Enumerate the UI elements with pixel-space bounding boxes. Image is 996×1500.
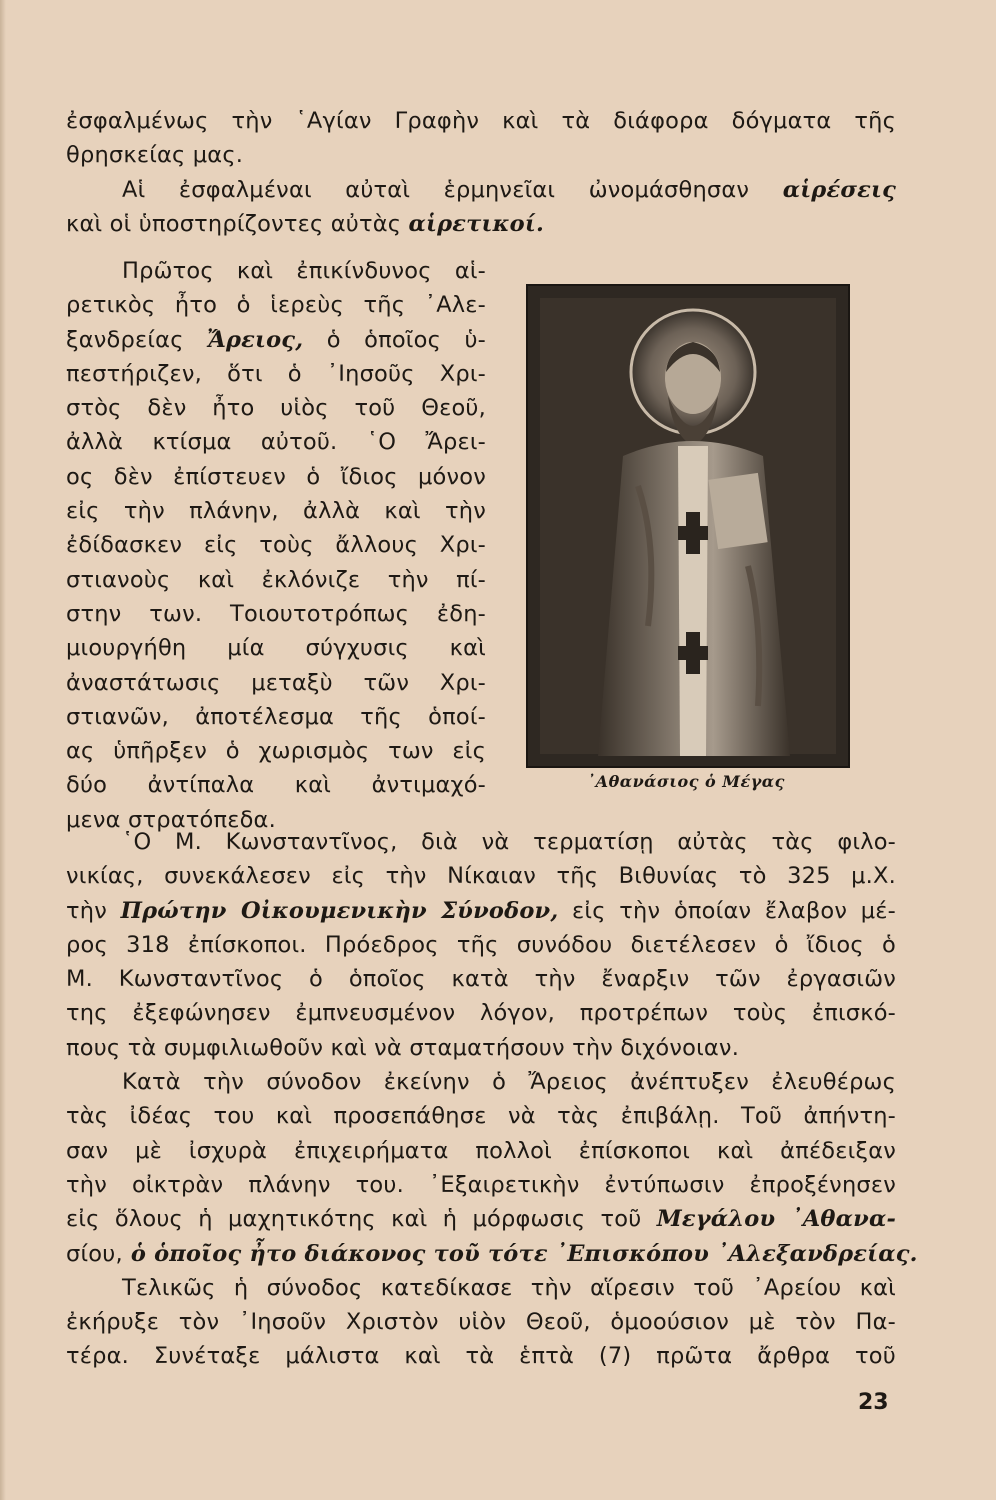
text-line (66, 859, 896, 893)
emphasized-term: Μεγάλου ᾿Αθανα- (656, 1206, 896, 1233)
text-line (66, 1202, 896, 1236)
text-span: της ἐξεφώνησεν ἐμπνευσμένον λόγον, προτρέπων τοὺς ἐπισκό- (66, 1000, 896, 1027)
text-span: στιανοὺς καὶ ἐκλόνιζε τὴν πί- (66, 566, 486, 593)
text-line (66, 288, 486, 322)
text-line (66, 631, 486, 665)
emphasized-term: ὁ ὁποῖος ἦτο διάκονος τοῦ τότε ᾿Επισκόπου ᾿Αλεξανδρείας. (122, 1240, 918, 1267)
icon-image-athanasius (526, 284, 850, 768)
text-line (66, 207, 896, 241)
emphasized-term: Πρώτην Οἰκουμενικὴν Σύνοδον, (120, 897, 559, 924)
text-line (66, 1134, 896, 1168)
text-line (66, 357, 486, 391)
text-line (66, 928, 896, 962)
text-line (66, 391, 486, 425)
text-line (66, 700, 486, 734)
text-span: στιανῶν, ἀποτέλεσμα τῆς ὁποί- (66, 703, 486, 730)
text-span: καὶ οἱ ὑποστηρίζοντες αὐτὰς (66, 210, 409, 237)
text-span: μενα στρατόπεδα. (66, 806, 276, 833)
term-airetikoi: αἱρετικοί. (408, 210, 544, 237)
text-span: Τελικῶς ἡ σύνοδος κατεδίκασε τὴν αἵρεσιν τοῦ ᾿Αρείου καὶ (122, 1274, 896, 1301)
text-span: εἰς τὴν πλάνην, ἀλλὰ καὶ τὴν (66, 498, 486, 525)
emphasized-term: Ἄρειος, (207, 326, 304, 353)
text-span: πεστήριζεν, ὅτι ὁ ᾿Ιησοῦς Χρι- (66, 360, 486, 387)
text-line (66, 597, 486, 631)
text-line (66, 1339, 896, 1373)
text-span: ὁ ὁποῖος ὑ- (303, 326, 486, 353)
text-line (66, 563, 486, 597)
text-span: ἐκήρυξε τὸν ᾿Ιησοῦν Χριστὸν υἱὸν Θεοῦ, ὁμοούσιον μὲ τὸν Πα- (66, 1309, 896, 1336)
page-edge (0, 0, 6, 1500)
text-line (66, 323, 486, 357)
text-span: ρος 318 ἐπίσκοποι. Πρόεδρος τῆς συνόδου διετέλεσεν ὁ ἴδιος ὁ (66, 931, 896, 958)
text-line (66, 768, 486, 802)
text-line (66, 666, 486, 700)
text-span: σίου, (66, 1240, 123, 1267)
text-span: Κατὰ τὴν σύνοδον ἐκείνην ὁ Ἄρειος ἀνέπτυξεν ἐλευθέρως (122, 1069, 896, 1096)
text-span: εἰς ὅλους ἡ μαχητικότης καὶ ἡ μόρφωσις τοῦ (66, 1206, 657, 1233)
text-line (66, 894, 896, 928)
saint-icon-illustration (528, 286, 848, 766)
text-line (66, 528, 486, 562)
intro-text (66, 104, 896, 241)
text-span: Πρῶτος καὶ ἐπικίνδυνος αἱ- (122, 258, 486, 284)
text-line (66, 734, 486, 768)
text-span: τέρα. Συνέταξε μάλιστα καὶ τὰ ἑπτὰ (7) πρῶτα ἄρθρα τοῦ (66, 1343, 896, 1370)
text-line (66, 1065, 896, 1099)
text-line (66, 1099, 896, 1133)
text-line (66, 1271, 896, 1305)
text-span: δύο ἀντίπαλα καὶ ἀντιμαχό- (66, 772, 486, 799)
text-span: εἰς τὴν ὁποίαν ἔλαβον μέ- (558, 897, 896, 924)
text-line (66, 1031, 896, 1065)
text-span: ἀλλὰ κτίσμα αὐτοῦ. ῾Ο Ἄρει- (66, 429, 486, 456)
wrapped-paragraph (66, 254, 486, 837)
text-line (66, 425, 486, 459)
body-text (66, 825, 918, 1374)
text-line: θρησκείας μας. (66, 142, 244, 169)
text-span: τὴν (66, 897, 121, 924)
text-span: Μ. Κωνσταντῖνος ὁ ὁποῖος κατὰ τὴν ἔναρξιν τῶν ἐργασιῶν (66, 966, 896, 993)
text-span: νικίας, συνεκάλεσεν εἰς τὴν Νίκαιαν τῆς Βιθυνίας τὸ 325 μ.Χ. (66, 863, 896, 890)
text-line: ἐσφαλμένως τὴν ῾Αγίαν Γραφὴν καὶ τὰ διάφορα δόγματα τῆς (66, 108, 896, 134)
text-span: ος δὲν ἐπίστευεν ὁ ἴδιος μόνον (66, 463, 486, 490)
text-line (66, 494, 486, 528)
text-line (66, 1168, 896, 1202)
text-span: στην των. Τοιουτοτρόπως ἐδη- (66, 600, 486, 627)
text-span: ξανδρείας (66, 326, 208, 353)
text-span: σαν μὲ ἰσχυρὰ ἐπιχειρήματα πολλοὶ ἐπίσκοποι καὶ ἀπέδειξαν (66, 1137, 896, 1164)
text-line (66, 996, 896, 1030)
text-line (66, 173, 896, 207)
text-span: τὴν οἰκτρὰν πλάνην του. ᾿Εξαιρετικὴν ἐντύπωσιν ἐπροξένησεν (66, 1171, 896, 1198)
text-line (66, 254, 486, 288)
text-span: ἐδίδασκεν εἰς τοὺς ἄλλους Χρι- (66, 532, 486, 559)
text-line (66, 460, 486, 494)
text-span: μιουργήθη μία σύγχυσις καὶ (66, 635, 486, 662)
page-number: 23 (858, 1390, 889, 1415)
text-span: ἀναστάτωσις μεταξὺ τῶν Χρι- (66, 669, 486, 696)
text-span: Αἱ ἐσφαλμέναι αὐταὶ ἑρμηνεῖαι ὠνομάσθησαν (122, 176, 783, 203)
text-span: ρετικὸς ἦτο ὁ ἱερεὺς τῆς ᾿Αλε- (66, 292, 486, 319)
text-span: ῾Ο Μ. Κωνσταντῖνος, διὰ νὰ τερματίσῃ αὐτὰς τὰς φιλο- (122, 829, 896, 855)
figure-caption: ᾿Αθανάσιος ὁ Μέγας (587, 772, 785, 791)
term-aireseis: αἱρέσεις (782, 176, 896, 203)
text-span: πους τὰ συμφιλιωθοῦν καὶ νὰ σταματήσουν τὴν διχόνοιαν. (66, 1034, 740, 1061)
text-span: ας ὑπῆρξεν ὁ χωρισμὸς των εἰς (66, 738, 486, 765)
text-line (66, 825, 896, 859)
text-span: τὰς ἰδέας του καὶ προσεπάθησε νὰ τὰς ἐπιβάλῃ. Τοῦ ἀπήντη- (66, 1103, 896, 1130)
text-line (66, 962, 896, 996)
text-line (66, 1305, 896, 1339)
text-span: στὸς δὲν ἦτο υἱὸς τοῦ Θεοῦ, (66, 395, 486, 422)
text-line (66, 1237, 918, 1271)
